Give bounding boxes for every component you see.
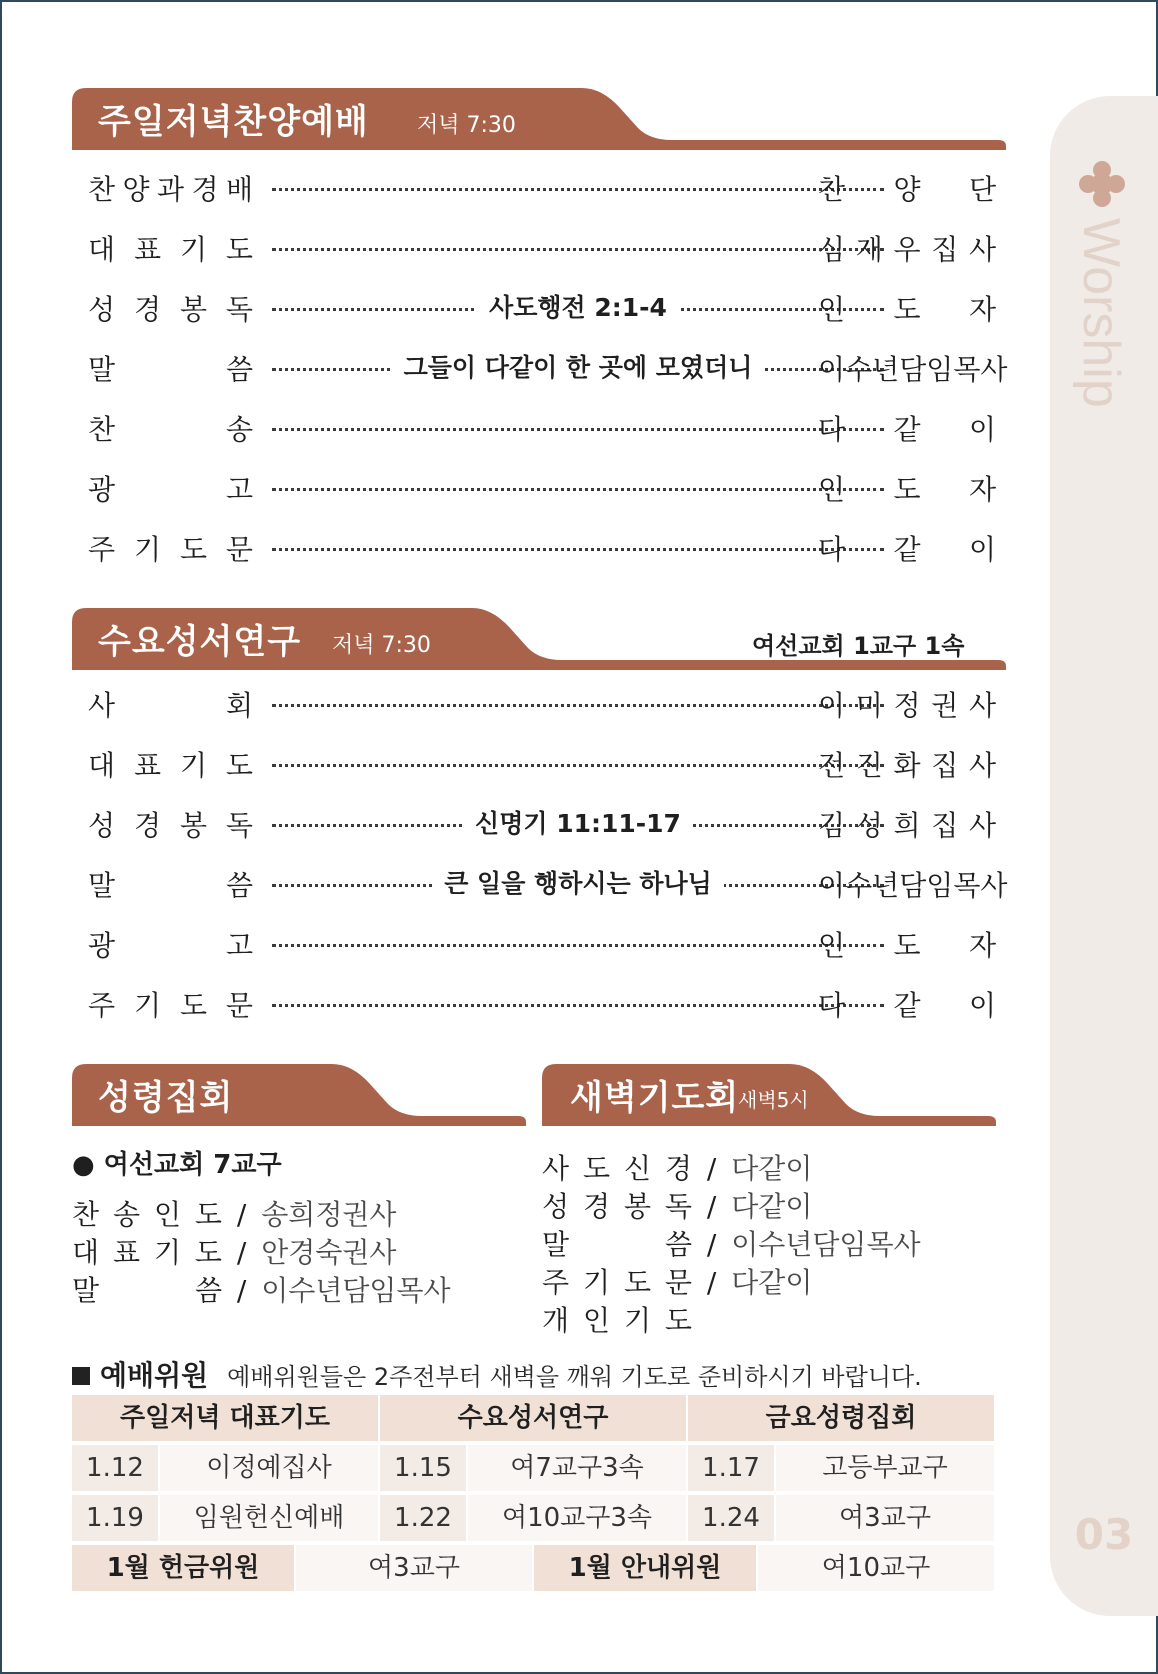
svg-text:Worship: Worship xyxy=(1072,218,1130,408)
program-label xyxy=(88,288,253,328)
separator: / xyxy=(228,1198,256,1231)
program-label xyxy=(88,468,253,508)
program-detail xyxy=(272,864,884,900)
char: 씀 xyxy=(194,1274,222,1307)
program-row xyxy=(88,288,996,328)
program-person xyxy=(818,984,996,1024)
char: 임 xyxy=(926,869,954,902)
table-footer-cell: 1월 헌금위원 xyxy=(72,1545,294,1591)
dot-leader xyxy=(272,704,884,707)
char: 표 xyxy=(133,233,162,266)
char: 기 xyxy=(153,1236,181,1269)
char: 말 xyxy=(542,1228,570,1261)
program-person xyxy=(818,864,1008,904)
table-cell: 1.22 xyxy=(380,1495,466,1541)
char: 희 xyxy=(893,809,921,842)
char: 임 xyxy=(926,353,954,386)
section-group: 여선교회 1교구 1속 xyxy=(752,632,965,660)
char: 표 xyxy=(112,1236,141,1269)
char: 신 xyxy=(623,1152,651,1185)
schedule-label xyxy=(72,1193,222,1233)
program-person xyxy=(818,528,996,568)
char: 경 xyxy=(133,809,162,842)
program-person xyxy=(818,408,996,448)
program-row xyxy=(88,348,1008,388)
char: 년 xyxy=(872,353,900,386)
section-title: 주일저녁찬양예배 xyxy=(98,102,369,142)
char: 기 xyxy=(582,1266,611,1299)
char: 주 xyxy=(88,989,116,1022)
program-label xyxy=(88,528,253,568)
program-person xyxy=(818,288,996,328)
char: 말 xyxy=(88,869,116,902)
table-cell: 1.15 xyxy=(380,1445,466,1491)
char: 담 xyxy=(899,353,927,386)
dot-leader xyxy=(272,428,884,431)
program-label xyxy=(88,348,253,388)
char: 재 xyxy=(855,233,883,266)
char: 사 xyxy=(968,689,996,722)
char: 자 xyxy=(968,473,996,506)
program-row xyxy=(88,984,996,1024)
char: 봉 xyxy=(179,809,207,842)
cross-icon xyxy=(1078,160,1126,208)
char: 도 xyxy=(194,1198,222,1231)
table-cell: 1.19 xyxy=(72,1495,158,1541)
char: 말 xyxy=(72,1274,100,1307)
schedule-value: 다같이 xyxy=(731,1190,813,1223)
program-label xyxy=(88,228,253,268)
char: 기 xyxy=(179,233,207,266)
program-detail-text: 큰 일을 행하시는 하나님 xyxy=(432,869,724,898)
char: 김 xyxy=(818,809,846,842)
program-row xyxy=(88,924,996,964)
char: 수 xyxy=(845,353,873,386)
dot-leader xyxy=(272,944,884,947)
char: 찬 xyxy=(88,173,116,206)
char: 경 xyxy=(582,1190,611,1223)
program-row xyxy=(88,864,1008,904)
char: 자 xyxy=(968,293,996,326)
section-header-sunday-evening xyxy=(72,88,1006,150)
page-number: 03 xyxy=(1074,1510,1134,1559)
char: 주 xyxy=(542,1266,570,1299)
char: 집 xyxy=(931,809,959,842)
char: 봉 xyxy=(623,1190,651,1223)
group-label: 여선교회 7교구 xyxy=(103,1150,282,1180)
separator: / xyxy=(698,1266,726,1299)
table-footer-cell: 여3교구 xyxy=(296,1545,532,1591)
char: 사 xyxy=(542,1152,570,1185)
char: 송 xyxy=(112,1198,141,1231)
char: 다 xyxy=(818,989,846,1022)
square-bullet-icon xyxy=(72,1367,90,1385)
program-row xyxy=(88,528,996,568)
char: 문 xyxy=(225,533,253,566)
char: 도 xyxy=(664,1304,692,1337)
program-row xyxy=(88,228,996,268)
char: 사 xyxy=(980,869,1008,902)
char: 씀 xyxy=(664,1228,692,1261)
side-word xyxy=(1070,218,1130,428)
schedule-label xyxy=(72,1231,222,1271)
schedule-value: 다같이 xyxy=(731,1266,813,1299)
program-detail xyxy=(272,348,884,384)
schedule-line xyxy=(542,1299,692,1339)
program-row xyxy=(88,408,996,448)
char: 정 xyxy=(893,689,921,722)
program-label xyxy=(88,864,253,904)
char: 성 xyxy=(542,1190,570,1223)
char: 우 xyxy=(893,233,921,266)
separator: / xyxy=(698,1190,726,1223)
table-cell: 임원헌신예배 xyxy=(160,1495,378,1541)
program-person xyxy=(818,228,996,268)
program-person xyxy=(818,348,1008,388)
char: 대 xyxy=(72,1236,100,1269)
char: 년 xyxy=(872,869,900,902)
char: 광 xyxy=(88,473,116,506)
table-cell: 1.24 xyxy=(688,1495,774,1541)
schedule-line xyxy=(542,1185,812,1225)
char: 배 xyxy=(225,173,253,206)
char: 목 xyxy=(953,869,981,902)
char: 목 xyxy=(953,353,981,386)
char: 이 xyxy=(818,869,846,902)
char: 송 xyxy=(225,413,253,446)
char: 같 xyxy=(893,989,921,1022)
program-person xyxy=(818,744,996,784)
char: 같 xyxy=(893,533,921,566)
char: 표 xyxy=(133,749,162,782)
table-footer-cell: 1월 안내위원 xyxy=(534,1545,756,1591)
program-label xyxy=(88,684,253,724)
char: 찬 xyxy=(72,1198,100,1231)
char: 이 xyxy=(968,413,996,446)
char: 도 xyxy=(225,749,253,782)
char: 다 xyxy=(818,533,846,566)
table-cell: 1.17 xyxy=(688,1445,774,1491)
holy-spirit-group: ● 여선교회 7교구 xyxy=(72,1150,282,1180)
char: 심 xyxy=(818,233,846,266)
char: 대 xyxy=(88,233,116,266)
char: 이 xyxy=(818,689,846,722)
char: 같 xyxy=(893,413,921,446)
program-person xyxy=(818,804,996,844)
dot-leader xyxy=(272,764,884,767)
char: 이 xyxy=(968,989,996,1022)
char: 기 xyxy=(623,1304,651,1337)
dot-leader xyxy=(272,1004,884,1007)
char: 양 xyxy=(893,173,921,206)
table-cell: 고등부교구 xyxy=(776,1445,994,1491)
char: 기 xyxy=(133,533,162,566)
char: 인 xyxy=(153,1198,181,1231)
program-label xyxy=(88,804,253,844)
schedule-label xyxy=(542,1299,692,1339)
program-detail-text: 사도행전 2:1-4 xyxy=(477,293,679,322)
char: 인 xyxy=(818,929,846,962)
char: 단 xyxy=(968,173,996,206)
program-detail-text: 그들이 다같이 한 곳에 모였더니 xyxy=(392,353,765,382)
program-row xyxy=(88,468,996,508)
section-title: 새벽기도회 xyxy=(570,1078,740,1118)
program-row xyxy=(88,744,996,784)
char: 전 xyxy=(818,749,846,782)
char: 도 xyxy=(194,1236,222,1269)
program-label xyxy=(88,408,253,448)
committee-heading xyxy=(72,1354,922,1394)
program-label xyxy=(88,984,253,1024)
char: 문 xyxy=(225,989,253,1022)
schedule-label xyxy=(542,1223,692,1263)
separator: / xyxy=(698,1152,726,1185)
char: 봉 xyxy=(179,293,207,326)
table-header: 주일저녁 대표기도 xyxy=(72,1395,378,1441)
char: 이 xyxy=(818,353,846,386)
char: 기 xyxy=(133,989,162,1022)
separator: / xyxy=(228,1274,256,1307)
char: 회 xyxy=(225,689,253,722)
schedule-line xyxy=(72,1231,396,1271)
char: 도 xyxy=(179,533,207,566)
committee-note: 예배위원들은 2주전부터 새벽을 깨워 기도로 준비하시기 바랍니다. xyxy=(227,1363,922,1391)
schedule-value: 송희정권사 xyxy=(261,1198,397,1231)
char: 성 xyxy=(88,809,116,842)
char: 수 xyxy=(845,869,873,902)
char: 말 xyxy=(88,353,116,386)
char: 경 xyxy=(664,1152,692,1185)
section-header-holy-spirit xyxy=(72,1064,526,1126)
char: 담 xyxy=(899,869,927,902)
program-detail xyxy=(272,804,884,840)
schedule-label xyxy=(542,1147,692,1187)
table-footer-cell: 여10교구 xyxy=(758,1545,994,1591)
table-cell: 1.12 xyxy=(72,1445,158,1491)
char: 사 xyxy=(968,749,996,782)
section-time: 저녁 7:30 xyxy=(332,633,431,658)
schedule-value: 안경숙권사 xyxy=(261,1236,397,1269)
section-title: 수요성서연구 xyxy=(98,622,302,662)
program-row xyxy=(88,168,996,208)
char: 도 xyxy=(623,1266,651,1299)
dot-leader xyxy=(272,548,884,551)
schedule-line xyxy=(542,1147,812,1187)
schedule-line xyxy=(72,1269,451,1309)
char: 집 xyxy=(931,233,959,266)
schedule-label xyxy=(542,1185,692,1225)
table-cell: 여3교구 xyxy=(776,1495,994,1541)
char: 인 xyxy=(582,1304,611,1337)
char: 찬 xyxy=(818,173,846,206)
section-time: 새벽5시 xyxy=(738,1088,809,1112)
program-row xyxy=(88,684,996,724)
char: 독 xyxy=(664,1190,692,1223)
char: 고 xyxy=(225,473,253,506)
table-header: 금요성령집회 xyxy=(688,1395,994,1441)
schedule-line xyxy=(72,1193,396,1233)
table-header: 수요성서연구 xyxy=(380,1395,686,1441)
char: 주 xyxy=(88,533,116,566)
section-header-dawn xyxy=(542,1064,996,1126)
char: 도 xyxy=(225,233,253,266)
char: 다 xyxy=(818,413,846,446)
section-header-wednesday xyxy=(72,608,1006,670)
char: 독 xyxy=(225,293,253,326)
char: 권 xyxy=(931,689,959,722)
schedule-line xyxy=(542,1223,921,1263)
char: 찬 xyxy=(88,413,116,446)
char: 인 xyxy=(818,473,846,506)
char: 사 xyxy=(968,809,996,842)
char: 사 xyxy=(968,233,996,266)
char: 독 xyxy=(225,809,253,842)
char: 고 xyxy=(225,929,253,962)
schedule-value: 다같이 xyxy=(731,1152,813,1185)
section-title: 성령집회 xyxy=(98,1078,234,1118)
char: 미 xyxy=(855,689,883,722)
char: 도 xyxy=(893,473,921,506)
char: 경 xyxy=(133,293,162,326)
char: 씀 xyxy=(225,353,253,386)
char: 사 xyxy=(980,353,1008,386)
char: 씀 xyxy=(225,869,253,902)
dot-leader xyxy=(272,188,884,191)
char: 기 xyxy=(179,749,207,782)
program-person xyxy=(818,168,996,208)
separator: / xyxy=(228,1236,256,1269)
char: 자 xyxy=(968,929,996,962)
char: 성 xyxy=(88,293,116,326)
program-person xyxy=(818,684,996,724)
char: 광 xyxy=(88,929,116,962)
committee-title: 예배위원 xyxy=(100,1359,209,1392)
program-detail-text: 신명기 11:11-17 xyxy=(463,809,693,838)
char: 과 xyxy=(156,173,185,206)
program-label xyxy=(88,744,253,784)
schedule-label xyxy=(542,1261,692,1301)
table-cell: 여7교구3속 xyxy=(468,1445,686,1491)
dot-leader xyxy=(272,248,884,251)
schedule-value: 이수년담임목사 xyxy=(731,1228,921,1261)
program-label xyxy=(88,924,253,964)
table-cell: 여10교구3속 xyxy=(468,1495,686,1541)
char: 집 xyxy=(931,749,959,782)
char: 대 xyxy=(88,749,116,782)
char: 경 xyxy=(191,173,219,206)
schedule-label xyxy=(72,1269,222,1309)
program-row xyxy=(88,804,996,844)
table-cell: 이정예집사 xyxy=(160,1445,378,1491)
char: 인 xyxy=(818,293,846,326)
schedule-value: 이수년담임목사 xyxy=(261,1274,451,1307)
section-time: 저녁 7:30 xyxy=(417,113,516,138)
char: 진 xyxy=(855,749,883,782)
separator: / xyxy=(698,1228,726,1261)
dot-leader xyxy=(272,488,884,491)
char: 화 xyxy=(893,749,921,782)
char: 도 xyxy=(179,989,207,1022)
program-label xyxy=(88,168,253,208)
program-detail xyxy=(272,288,884,324)
char: 문 xyxy=(664,1266,692,1299)
char: 도 xyxy=(582,1152,611,1185)
program-person xyxy=(818,924,996,964)
program-person xyxy=(818,468,996,508)
schedule-line xyxy=(542,1261,812,1301)
char: 이 xyxy=(968,533,996,566)
char: 양 xyxy=(122,173,150,206)
char: 성 xyxy=(855,809,883,842)
char: 개 xyxy=(542,1304,570,1337)
char: 도 xyxy=(893,929,921,962)
char: 사 xyxy=(88,689,116,722)
char: 도 xyxy=(893,293,921,326)
